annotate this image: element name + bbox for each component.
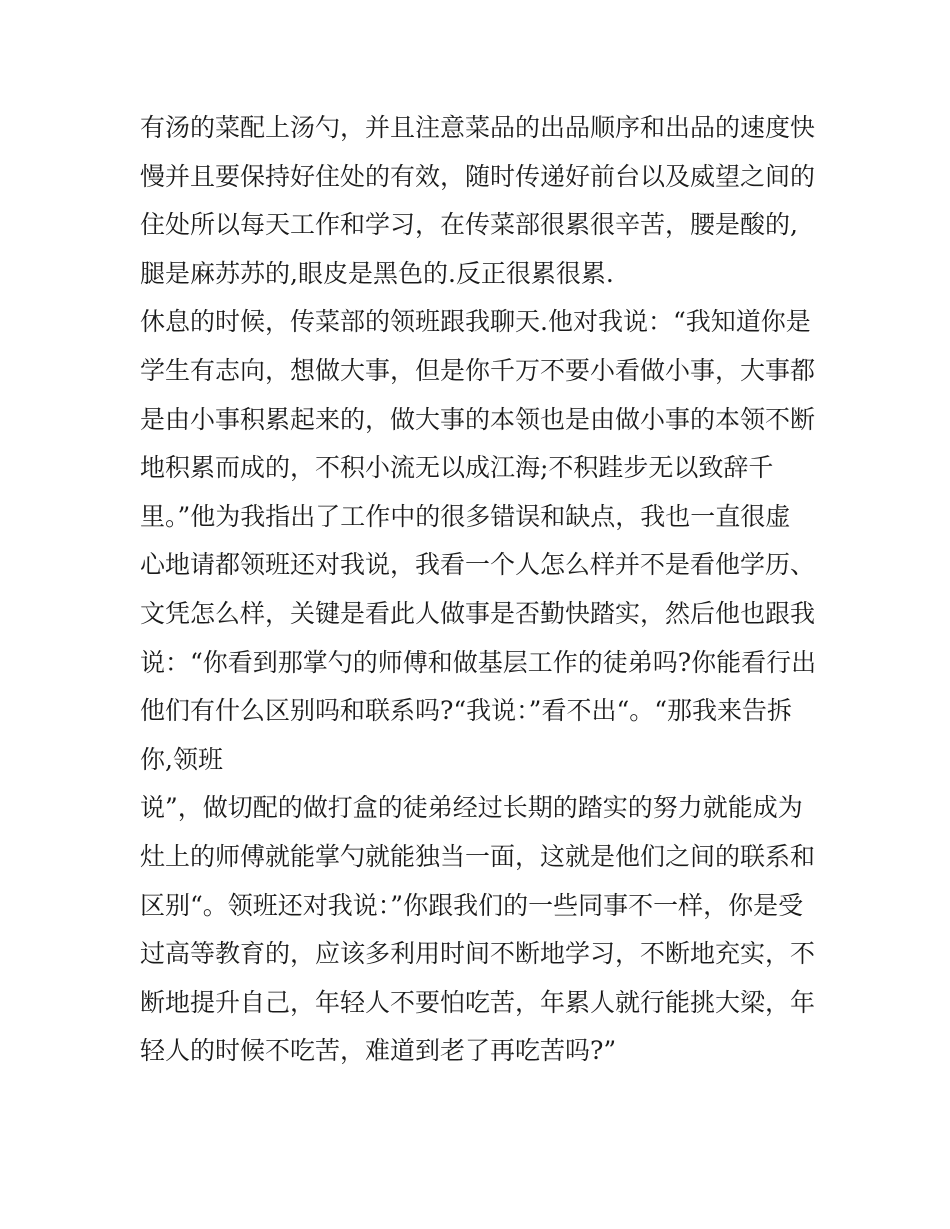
text-line: 说：“你看到那掌勺的师傅和做基层工作的徒弟吗?你能看行出 bbox=[140, 647, 817, 677]
text-line: 腿是麻苏苏的,眼皮是黑色的.反正很累很累. bbox=[140, 258, 614, 288]
text-line: 轻人的时候不吃苦，难道到老了再吃苦吗?” bbox=[140, 1036, 617, 1066]
text-line: 里。”他为我指出了工作中的很多错误和缺点，我也一直很虚 bbox=[140, 501, 791, 531]
text-line: 断地提升自己，年轻人不要怕吃苦，年累人就行能挑大梁，年 bbox=[140, 987, 816, 1017]
text-line: 休息的时候，传菜部的领班跟我聊天.他对我说：“我知道你是 bbox=[140, 307, 811, 337]
text-line: 文凭怎么样，关键是看此人做事是否勤快踏实，然后他也跟我 bbox=[140, 598, 816, 628]
text-line: 区别“。领班还对我说：”你跟我们的一些同事不一样，你是受 bbox=[140, 890, 804, 920]
text-line: 过高等教育的，应该多利用时间不断地学习，不断地充实，不 bbox=[140, 939, 816, 969]
text-line: 他们有什么区别吗和联系吗?“我说：”看不出“。“那我来告拆 bbox=[140, 696, 793, 726]
text-line: 灶上的师傅就能掌勺就能独当一面，这就是他们之间的联系和 bbox=[140, 841, 816, 871]
body-text bbox=[140, 104, 830, 1076]
text-line: 慢并且要保持好住处的有效，随时传递好前台以及威望之间的 bbox=[140, 161, 816, 191]
text-line: 是由小事积累起来的，做大事的本领也是由做小事的本领不断 bbox=[140, 404, 816, 434]
text-line: 说”，做切配的做打盒的徒弟经过长期的踏实的努力就能成为 bbox=[140, 793, 803, 823]
text-line: 心地请都领班还对我说，我看一个人怎么样并不是看他学历、 bbox=[140, 550, 816, 580]
text-line: 你,领班 bbox=[140, 744, 223, 774]
text-line: 住处所以每天工作和学习，在传菜部很累很辛苦，腰是酸的, bbox=[140, 210, 798, 240]
text-line: 学生有志向，想做大事，但是你千万不要小看做小事，大事都 bbox=[140, 355, 816, 385]
text-line: 地积累而成的，不积小流无以成江海;不积跬步无以致辞千 bbox=[140, 453, 774, 483]
text-line: 有汤的菜配上汤勺，并且注意菜品的出品顺序和出品的速度快 bbox=[140, 113, 816, 142]
